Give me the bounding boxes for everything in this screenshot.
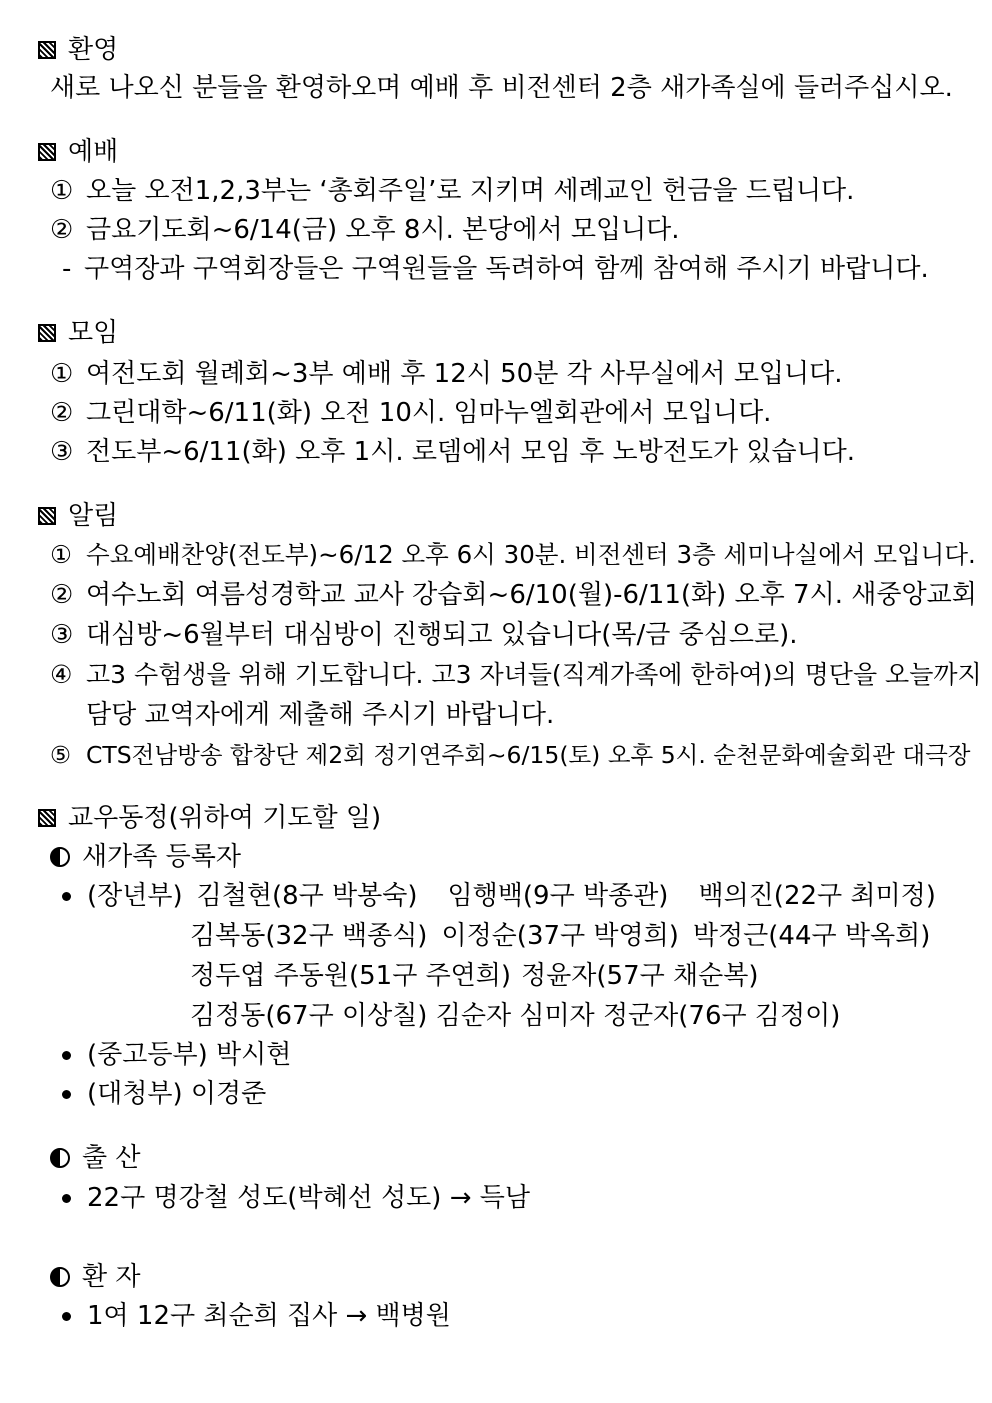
- worship-note: - 구역장과 구역회장들은 구역원들을 독려하여 함께 참여해 주시기 바랍니다.: [62, 254, 929, 284]
- notices-heading: 알림: [38, 499, 118, 533]
- birth-item: 22구 명강철 성도(박혜선 성도) → 득남: [62, 1181, 530, 1215]
- patients-subheading: 환 자: [50, 1260, 141, 1294]
- hatched-square-icon: [38, 809, 56, 827]
- birth-subheading: 출 산: [50, 1141, 141, 1175]
- notices-item: ③ 대심방~6월부터 대심방이 진행되고 있습니다(목/금 중심으로).: [50, 620, 798, 650]
- notices-item-continued: 담당 교역자에게 제출해 주시기 바랍니다.: [86, 700, 555, 730]
- newcomers-subheading: 새가족 등록자: [50, 840, 241, 874]
- worship-item: ① 오늘 오전1,2,3부는 ‘총회주일’로 지키며 세례교인 헌금을 드립니다.: [50, 176, 855, 206]
- patients-item: 1여 12구 최순희 집사 → 백병원: [62, 1299, 451, 1333]
- welcome-heading: 환영: [38, 33, 118, 67]
- worship-item: ② 금요기도회~6/14(금) 오후 8시. 본당에서 모입니다.: [50, 215, 680, 245]
- newcomers-adult-row: 김복동(32구 백종식) 이정순(37구 박영희) 박정근(44구 박옥희): [190, 921, 931, 951]
- notices-item: ① 수요예배찬양(전도부)~6/12 오후 6시 30분. 비전센터 3층 세미나실에서 모입니다.: [50, 540, 976, 569]
- meetings-heading: 모임: [38, 316, 118, 350]
- bullet-icon: [62, 1090, 71, 1099]
- meetings-item: ③ 전도부~6/11(화) 오후 1시. 로뎀에서 모임 후 노방전도가 있습니다.: [50, 437, 856, 467]
- newcomers-adult-row: 정두엽 주동원(51구 주연희) 정윤자(57구 채순복): [190, 961, 759, 991]
- bullet-icon: [62, 892, 71, 901]
- welcome-text: 새로 나오신 분들을 환영하오며 예배 후 비전센터 2층 새가족실에 들러주십시오.: [50, 73, 953, 103]
- hatched-square-icon: [38, 507, 56, 525]
- hatched-square-icon: [38, 324, 56, 342]
- notices-item: ④ 고3 수험생을 위해 기도합니다. 고3 자녀들(직계가족에 한하여)의 명단을 오늘까지: [50, 660, 982, 689]
- meetings-item: ① 여전도회 월례회~3부 예배 후 12시 50분 각 사무실에서 모입니다.: [50, 359, 843, 389]
- bullet-icon: [62, 1194, 71, 1203]
- newcomers-college: (대청부) 이경준: [62, 1077, 266, 1111]
- newcomers-youth: (중고등부) 박시현: [62, 1038, 291, 1072]
- newcomers-adult-row: (장년부) 김철현(8구 박봉숙) 임행백(9구 박종관) 백의진(22구 최미정): [62, 879, 936, 913]
- worship-heading: 예배: [38, 135, 118, 169]
- half-filled-circle-icon: [50, 1267, 70, 1287]
- notices-item: ② 여수노회 여름성경학교 교사 강습회~6/10(월)-6/11(화) 오후 7시. 새중앙교회: [50, 580, 977, 610]
- half-filled-circle-icon: [50, 1148, 70, 1168]
- newcomers-adult-row: 김정동(67구 이상칠) 김순자 심미자 정군자(76구 김정이): [190, 1001, 841, 1031]
- hatched-square-icon: [38, 41, 56, 59]
- notices-item: ⑤ CTS전남방송 합창단 제2회 정기연주회~6/15(토) 오후 5시. 순천문화예술회관 대극장: [50, 741, 971, 769]
- hatched-square-icon: [38, 143, 56, 161]
- half-filled-circle-icon: [50, 847, 70, 867]
- bullet-icon: [62, 1051, 71, 1060]
- bullet-icon: [62, 1312, 71, 1321]
- meetings-item: ② 그린대학~6/11(화) 오전 10시. 임마누엘회관에서 모입니다.: [50, 398, 772, 428]
- news-heading: 교우동정(위하여 기도할 일): [38, 801, 381, 835]
